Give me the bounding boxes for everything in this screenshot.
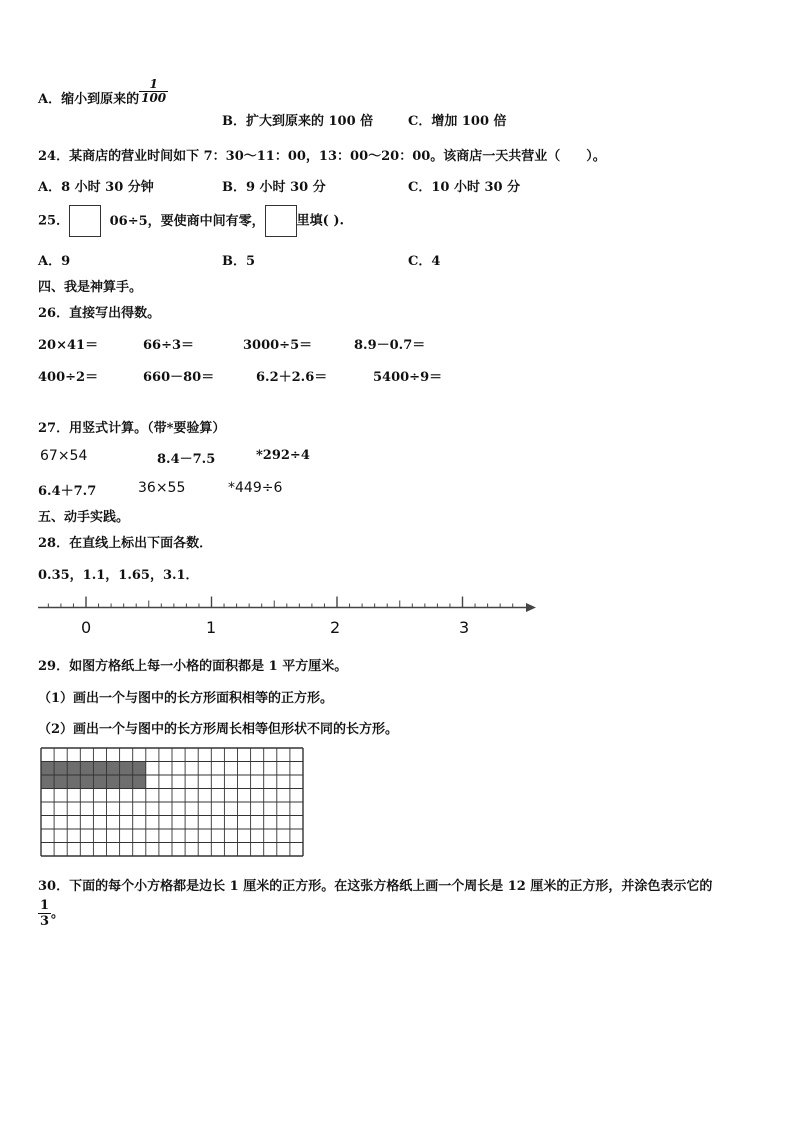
q29-part-2: （2）画出一个与图中的长方形周长相等但形状不同的长方形。	[38, 722, 399, 737]
q28-stem: 28．在直线上标出下面各数．	[38, 536, 213, 551]
q27-item: *449÷6	[228, 480, 283, 496]
number-line	[30, 590, 550, 642]
fraction: $\frac{1}{3}$	[40, 898, 50, 929]
q24-option-c: C．10 小时 30 分	[408, 180, 521, 195]
number-line-label: 3	[459, 618, 470, 637]
q28-numbers: 0.35，1.1，1.65，3.1．	[38, 568, 199, 583]
q24-option-a: A．8 小时 30 分钟	[38, 180, 154, 195]
number-line-label: 1	[206, 618, 217, 637]
blank-box[interactable]	[265, 205, 297, 237]
q29-part-1: （1）画出一个与图中的长方形面积相等的正方形。	[38, 691, 334, 706]
q23-option-a: A．缩小到原来的 $\frac{1}{100}$	[38, 77, 167, 107]
q23-option-b: B．扩大到原来的 100 倍	[222, 114, 374, 129]
q25-option-c: C．4	[408, 254, 441, 269]
q27-item: 67×54	[40, 448, 88, 464]
number-line-label: 0	[81, 618, 92, 637]
fraction: $\frac{1}{100}$	[141, 77, 167, 105]
q26-stem: 26．直接写出得数。	[38, 306, 161, 321]
q26-item: 6.2＋2.6＝	[256, 370, 328, 385]
blank-box[interactable]	[69, 205, 101, 237]
q30-fraction-line: $\frac{1}{3}$ 。	[40, 898, 65, 929]
q24-option-b: B．9 小时 30 分	[222, 180, 326, 195]
section-heading: 四、我是神算手。	[38, 280, 143, 295]
q27-item: 36×55	[138, 480, 186, 496]
q25-stem: 25． 06÷5，要使商中间有零， 里填( ).	[38, 205, 344, 237]
q25-option-a: A．9	[38, 254, 71, 269]
q23-option-c: C．增加 100 倍	[408, 114, 507, 129]
q26-item: 3000÷5＝	[243, 338, 313, 353]
grid-lines	[41, 748, 303, 856]
number-line-ticks	[48, 597, 512, 608]
q27-item: 6.4＋7.7	[38, 484, 97, 499]
grid-paper	[40, 747, 304, 859]
arrow-head	[526, 603, 536, 612]
q24-stem: 24．某商店的营业时间如下 7：30～11：00，13：00～20：00。该商店一天共营业（ ）。	[38, 149, 606, 164]
number-line-label: 2	[330, 618, 341, 637]
q29-stem: 29．如图方格纸上每一小格的面积都是 1 平方厘米。	[38, 659, 348, 674]
q26-item: 8.9－0.7＝	[354, 338, 426, 353]
q26-item: 400÷2＝	[38, 370, 99, 385]
q26-item: 5400÷9＝	[373, 370, 443, 385]
q25-option-b: B．5	[222, 254, 256, 269]
q27-item: *292÷4	[256, 448, 310, 463]
q27-item: 8.4－7.5	[157, 452, 216, 467]
section-heading: 五、动手实践。	[38, 510, 130, 525]
q27-stem: 27．用竖式计算。（带*要验算）	[38, 421, 226, 436]
q26-item: 66÷3＝	[143, 338, 195, 353]
q30-stem: 30．下面的每个小方格都是边长 1 厘米的正方形。在这张方格纸上画一个周长是 12 厘米的正方形，并涂色表示它的	[38, 879, 713, 894]
q26-item: 660－80＝	[143, 370, 215, 385]
q26-item: 20×41＝	[38, 338, 99, 353]
